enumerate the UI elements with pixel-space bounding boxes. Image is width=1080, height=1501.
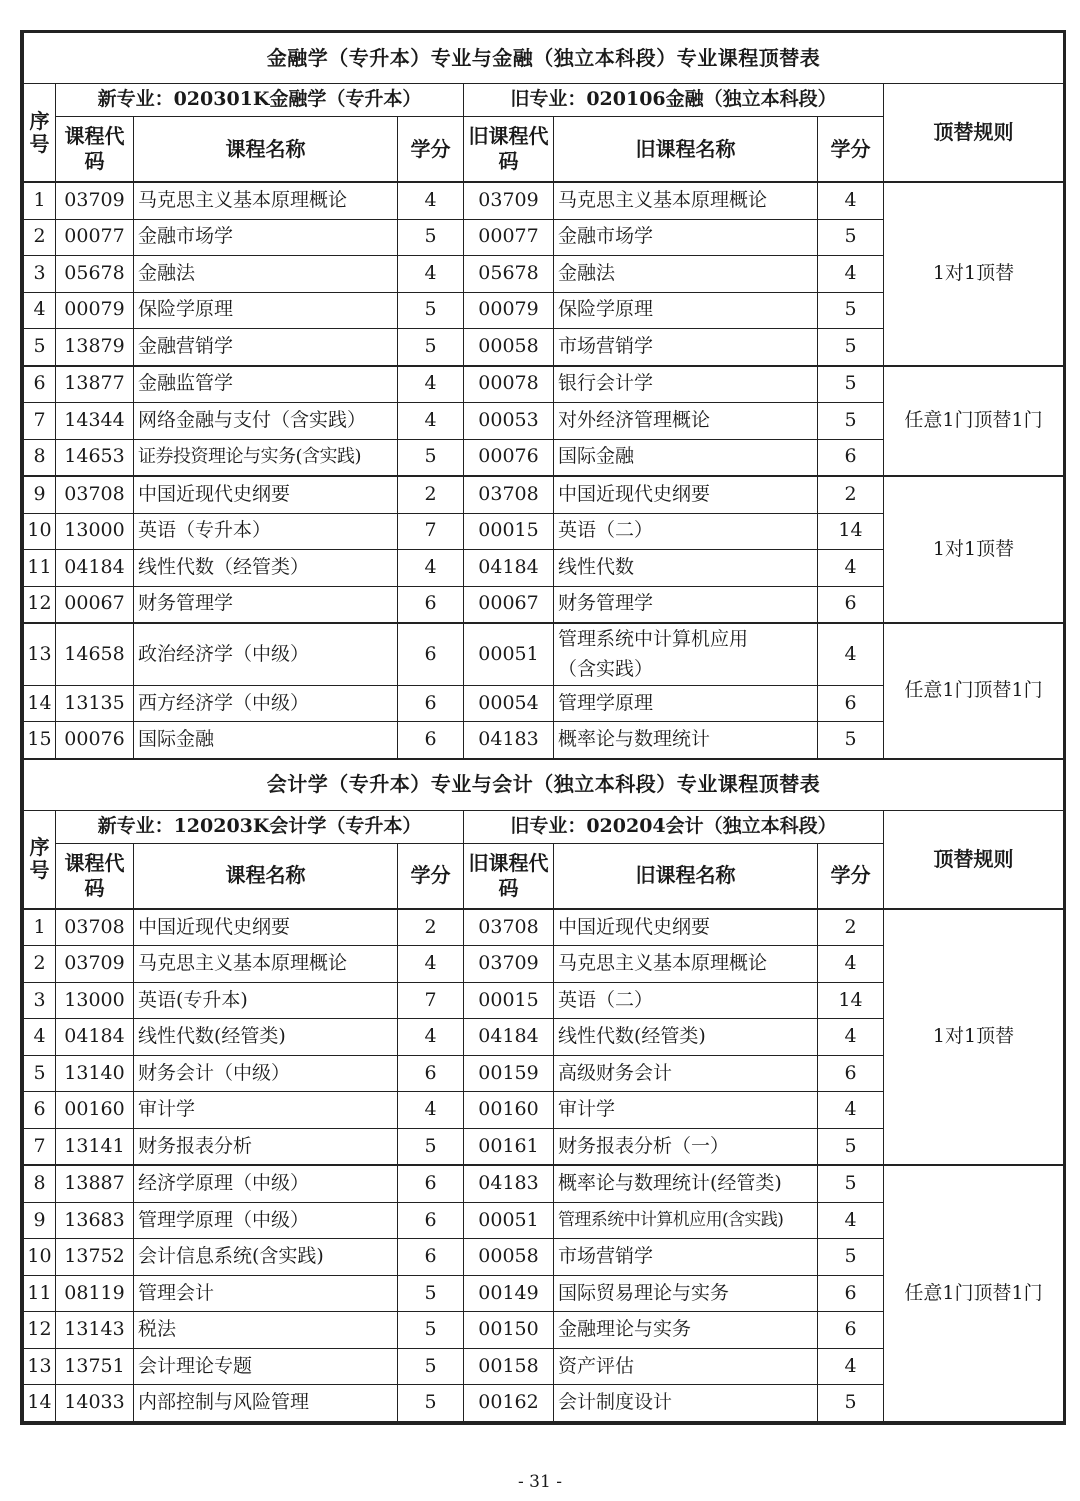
new-name: 线性代数(经管类) [134, 1019, 398, 1056]
new-name: 税法 [134, 1312, 398, 1349]
old-credit: 4 [818, 182, 884, 219]
old-code: 00058 [464, 1239, 554, 1276]
new-credit: 5 [398, 1348, 464, 1385]
old-name: 金融市场学 [554, 219, 818, 256]
row-seq: 12 [24, 1312, 56, 1349]
new-credit: 6 [398, 1202, 464, 1239]
table-row [24, 1165, 1064, 1202]
old-name-line2: （含实践） [558, 658, 654, 681]
old-code: 04184 [464, 1019, 554, 1056]
old-code: 00162 [464, 1385, 554, 1422]
new-credit: 5 [398, 329, 464, 366]
table-title: 金融学（专升本）专业与金融（独立本科段）专业课程顶替表 [24, 32, 1064, 84]
old-credit: 14 [818, 513, 884, 550]
row-seq: 12 [24, 586, 56, 623]
new-code: 13877 [56, 366, 134, 403]
old-code: 00077 [464, 219, 554, 256]
old-code: 00076 [464, 439, 554, 476]
old-name: 市场营销学 [554, 1239, 818, 1276]
row-seq: 4 [24, 1019, 56, 1056]
row-seq: 11 [24, 1275, 56, 1312]
new-code: 13683 [56, 1202, 134, 1239]
new-code: 03708 [56, 476, 134, 513]
old-credit: 2 [818, 476, 884, 513]
new-name: 财务报表分析 [134, 1128, 398, 1165]
new-name: 金融市场学 [134, 219, 398, 256]
new-code: 05678 [56, 256, 134, 293]
new-name: 内部控制与风险管理 [134, 1385, 398, 1422]
old-code: 00015 [464, 513, 554, 550]
old-code: 00150 [464, 1312, 554, 1349]
table-row [24, 623, 1064, 685]
new-credit: 6 [398, 1239, 464, 1276]
new-code: 13000 [56, 513, 134, 550]
header-new-credit: 学分 [398, 843, 464, 909]
row-seq: 1 [24, 909, 56, 946]
row-seq: 14 [24, 685, 56, 722]
course-substitution-table [23, 30, 1064, 1422]
old-code: 03709 [464, 946, 554, 983]
row-seq: 5 [24, 329, 56, 366]
new-code: 13752 [56, 1239, 134, 1276]
old-code: 03708 [464, 909, 554, 946]
table-row [24, 182, 1064, 219]
new-name: 管理会计 [134, 1275, 398, 1312]
new-code: 13141 [56, 1128, 134, 1165]
header-seq: 序号 [24, 810, 56, 909]
old-code: 04183 [464, 722, 554, 759]
old-credit: 6 [818, 439, 884, 476]
new-name: 财务会计（中级） [134, 1055, 398, 1092]
header-old-code: 旧课程代码 [464, 117, 554, 183]
new-name: 证券投资理论与实务(含实践) [134, 439, 398, 476]
new-credit: 5 [398, 1385, 464, 1422]
new-code: 14653 [56, 439, 134, 476]
header-old-credit: 学分 [818, 117, 884, 183]
new-credit: 4 [398, 182, 464, 219]
old-code: 00015 [464, 982, 554, 1019]
new-code: 13000 [56, 982, 134, 1019]
row-seq: 2 [24, 219, 56, 256]
new-name: 金融监管学 [134, 366, 398, 403]
document-page [20, 30, 1066, 1425]
new-credit: 4 [398, 1092, 464, 1129]
new-credit: 5 [398, 292, 464, 329]
header-rule: 顶替规则 [884, 810, 1064, 909]
old-name: 保险学原理 [554, 292, 818, 329]
old-name: 市场营销学 [554, 329, 818, 366]
old-name: 高级财务会计 [554, 1055, 818, 1092]
new-code: 04184 [56, 550, 134, 587]
new-code: 00076 [56, 722, 134, 759]
header-old-code: 旧课程代码 [464, 843, 554, 909]
old-credit: 5 [818, 403, 884, 440]
new-name: 马克思主义基本原理概论 [134, 182, 398, 219]
new-name: 中国近现代史纲要 [134, 909, 398, 946]
row-seq: 7 [24, 403, 56, 440]
header-old-credit: 学分 [818, 843, 884, 909]
new-name: 会计信息系统(含实践) [134, 1239, 398, 1276]
old-name: 金融理论与实务 [554, 1312, 818, 1349]
new-credit: 7 [398, 513, 464, 550]
new-name: 西方经济学（中级） [134, 685, 398, 722]
old-credit: 6 [818, 1275, 884, 1312]
rule-cell: 1对1顶替 [884, 909, 1064, 1166]
old-credit: 6 [818, 1055, 884, 1092]
old-major-header: 旧专业：020106金融（独立本科段） [464, 84, 884, 117]
row-seq: 3 [24, 982, 56, 1019]
new-major-header: 新专业：020301K金融学（专升本） [56, 84, 464, 117]
row-seq: 9 [24, 476, 56, 513]
new-name: 审计学 [134, 1092, 398, 1129]
new-name: 英语(专升本) [134, 982, 398, 1019]
old-code: 00051 [464, 623, 554, 685]
new-major-header: 新专业：120203K会计学（专升本） [56, 810, 464, 843]
table-row [24, 476, 1064, 513]
old-credit: 4 [818, 256, 884, 293]
header-new-name: 课程名称 [134, 117, 398, 183]
old-credit: 5 [818, 366, 884, 403]
header-new-code: 课程代码 [56, 117, 134, 183]
old-credit: 5 [818, 1239, 884, 1276]
old-name: 马克思主义基本原理概论 [554, 182, 818, 219]
old-name: 线性代数 [554, 550, 818, 587]
old-credit: 4 [818, 1019, 884, 1056]
rule-cell: 1对1顶替 [884, 476, 1064, 623]
row-seq: 9 [24, 1202, 56, 1239]
row-seq: 3 [24, 256, 56, 293]
old-name: 中国近现代史纲要 [554, 909, 818, 946]
old-code: 05678 [464, 256, 554, 293]
old-name: 马克思主义基本原理概论 [554, 946, 818, 983]
old-credit: 5 [818, 1385, 884, 1422]
old-credit: 6 [818, 586, 884, 623]
new-code: 00079 [56, 292, 134, 329]
new-name: 财务管理学 [134, 586, 398, 623]
old-code: 04184 [464, 550, 554, 587]
old-credit: 5 [818, 1128, 884, 1165]
rule-cell: 任意1门顶替1门 [884, 366, 1064, 477]
old-code: 00054 [464, 685, 554, 722]
old-major-header: 旧专业：020204会计（独立本科段） [464, 810, 884, 843]
header-new-credit: 学分 [398, 117, 464, 183]
new-credit: 4 [398, 256, 464, 293]
old-name: 财务报表分析（一） [554, 1128, 818, 1165]
new-credit: 7 [398, 982, 464, 1019]
header-seq: 序号 [24, 84, 56, 183]
new-name: 金融法 [134, 256, 398, 293]
new-name: 国际金融 [134, 722, 398, 759]
new-code: 14344 [56, 403, 134, 440]
old-credit: 4 [818, 623, 884, 685]
new-name: 马克思主义基本原理概论 [134, 946, 398, 983]
old-code: 03708 [464, 476, 554, 513]
new-code: 14658 [56, 623, 134, 685]
row-seq: 10 [24, 1239, 56, 1276]
new-code: 08119 [56, 1275, 134, 1312]
old-code: 00159 [464, 1055, 554, 1092]
old-code: 00161 [464, 1128, 554, 1165]
row-seq: 11 [24, 550, 56, 587]
new-credit: 6 [398, 685, 464, 722]
new-credit: 5 [398, 1275, 464, 1312]
new-code: 13140 [56, 1055, 134, 1092]
old-credit: 5 [818, 722, 884, 759]
old-code: 00051 [464, 1202, 554, 1239]
old-credit: 5 [818, 292, 884, 329]
new-credit: 5 [398, 219, 464, 256]
row-seq: 7 [24, 1128, 56, 1165]
table-title: 会计学（专升本）专业与会计（独立本科段）专业课程顶替表 [24, 759, 1064, 811]
rule-cell: 1对1顶替 [884, 182, 1064, 366]
row-seq: 2 [24, 946, 56, 983]
new-credit: 5 [398, 439, 464, 476]
new-code: 00160 [56, 1092, 134, 1129]
new-code: 04184 [56, 1019, 134, 1056]
new-code: 13143 [56, 1312, 134, 1349]
old-name: 英语（二） [554, 513, 818, 550]
table-row [24, 909, 1064, 946]
new-name: 会计理论专题 [134, 1348, 398, 1385]
old-code: 04183 [464, 1165, 554, 1202]
new-name: 管理学原理（中级） [134, 1202, 398, 1239]
new-code: 13887 [56, 1165, 134, 1202]
old-credit: 2 [818, 909, 884, 946]
new-credit: 6 [398, 1165, 464, 1202]
row-seq: 10 [24, 513, 56, 550]
new-credit: 2 [398, 476, 464, 513]
old-code: 00158 [464, 1348, 554, 1385]
new-credit: 4 [398, 403, 464, 440]
old-name [554, 623, 818, 685]
old-credit: 4 [818, 1202, 884, 1239]
old-credit: 14 [818, 982, 884, 1019]
old-name: 资产评估 [554, 1348, 818, 1385]
old-credit: 6 [818, 685, 884, 722]
old-name: 国际金融 [554, 439, 818, 476]
new-code: 03709 [56, 946, 134, 983]
new-credit: 2 [398, 909, 464, 946]
rule-cell: 任意1门顶替1门 [884, 1165, 1064, 1421]
old-name: 概率论与数理统计 [554, 722, 818, 759]
old-code: 00160 [464, 1092, 554, 1129]
old-name: 管理系统中计算机应用(含实践) [554, 1202, 818, 1239]
row-seq: 6 [24, 1092, 56, 1129]
new-credit: 4 [398, 366, 464, 403]
new-code: 00077 [56, 219, 134, 256]
header-new-name: 课程名称 [134, 843, 398, 909]
old-name: 管理学原理 [554, 685, 818, 722]
new-credit: 6 [398, 623, 464, 685]
new-code: 13751 [56, 1348, 134, 1385]
header-old-name: 旧课程名称 [554, 843, 818, 909]
new-name: 保险学原理 [134, 292, 398, 329]
old-code: 00079 [464, 292, 554, 329]
new-credit: 6 [398, 722, 464, 759]
new-name: 网络金融与支付（含实践） [134, 403, 398, 440]
row-seq: 13 [24, 623, 56, 685]
new-code: 00067 [56, 586, 134, 623]
old-credit: 5 [818, 1165, 884, 1202]
old-code: 00058 [464, 329, 554, 366]
old-code: 03709 [464, 182, 554, 219]
old-name: 会计制度设计 [554, 1385, 818, 1422]
row-seq: 14 [24, 1385, 56, 1422]
new-code: 03709 [56, 182, 134, 219]
old-name: 金融法 [554, 256, 818, 293]
header-new-code: 课程代码 [56, 843, 134, 909]
old-name: 审计学 [554, 1092, 818, 1129]
old-credit: 4 [818, 946, 884, 983]
new-name: 英语（专升本） [134, 513, 398, 550]
new-credit: 6 [398, 586, 464, 623]
old-credit: 5 [818, 329, 884, 366]
new-name: 政治经济学（中级） [134, 623, 398, 685]
row-seq: 6 [24, 366, 56, 403]
new-name: 线性代数（经管类） [134, 550, 398, 587]
new-credit: 5 [398, 1312, 464, 1349]
old-name: 对外经济管理概论 [554, 403, 818, 440]
new-credit: 6 [398, 1055, 464, 1092]
old-name: 财务管理学 [554, 586, 818, 623]
old-name: 国际贸易理论与实务 [554, 1275, 818, 1312]
rule-cell: 任意1门顶替1门 [884, 623, 1064, 759]
old-credit: 4 [818, 550, 884, 587]
new-code: 13135 [56, 685, 134, 722]
old-code: 00078 [464, 366, 554, 403]
old-credit: 4 [818, 1348, 884, 1385]
header-rule: 顶替规则 [884, 84, 1064, 183]
row-seq: 8 [24, 439, 56, 476]
old-code: 00053 [464, 403, 554, 440]
new-credit: 4 [398, 946, 464, 983]
header-old-name: 旧课程名称 [554, 117, 818, 183]
old-credit: 6 [818, 1312, 884, 1349]
old-name: 中国近现代史纲要 [554, 476, 818, 513]
new-name: 中国近现代史纲要 [134, 476, 398, 513]
new-code: 14033 [56, 1385, 134, 1422]
row-seq: 8 [24, 1165, 56, 1202]
new-code: 13879 [56, 329, 134, 366]
new-credit: 4 [398, 550, 464, 587]
row-seq: 1 [24, 182, 56, 219]
new-name: 金融营销学 [134, 329, 398, 366]
old-name: 银行会计学 [554, 366, 818, 403]
old-code: 00067 [464, 586, 554, 623]
new-code: 03708 [56, 909, 134, 946]
old-name: 英语（二） [554, 982, 818, 1019]
table-row [24, 366, 1064, 403]
row-seq: 15 [24, 722, 56, 759]
new-credit: 4 [398, 1019, 464, 1056]
row-seq: 5 [24, 1055, 56, 1092]
old-code: 00149 [464, 1275, 554, 1312]
old-name: 概率论与数理统计(经管类) [554, 1165, 818, 1202]
old-credit: 5 [818, 219, 884, 256]
row-seq: 13 [24, 1348, 56, 1385]
new-credit: 5 [398, 1128, 464, 1165]
old-name: 线性代数(经管类) [554, 1019, 818, 1056]
old-name-line1: 管理系统中计算机应用 [558, 628, 749, 650]
old-credit: 4 [818, 1092, 884, 1129]
new-name: 经济学原理（中级） [134, 1165, 398, 1202]
row-seq: 4 [24, 292, 56, 329]
page-number: - 31 - [518, 1472, 562, 1492]
